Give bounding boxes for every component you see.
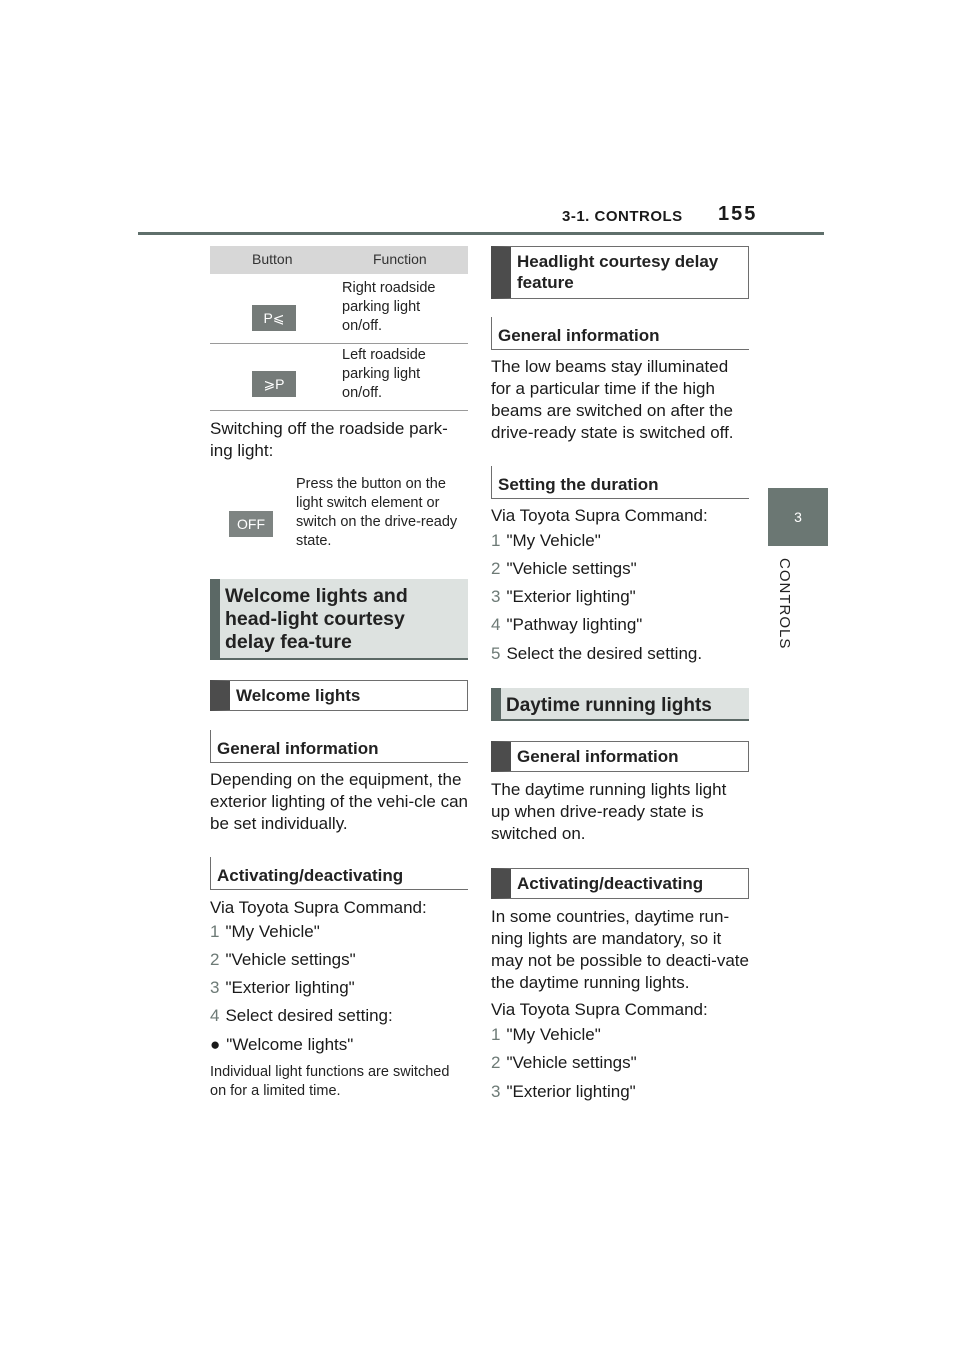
via-command: Via Toyota Supra Command: [210,898,427,917]
table-row-function: Left roadside parking light on/off. [342,347,426,401]
bullet-item: ● "Welcome lights" [210,1035,354,1054]
page-number: 155 [718,203,758,225]
table-divider [210,410,468,411]
switch-off-intro: Switching off the roadside park-ing light: [210,419,448,460]
col-function: Function [373,251,427,267]
list-item: 2 "Vehicle settings" [491,1053,637,1072]
list-item: 1 "My Vehicle" [491,1025,601,1044]
list-item: 1 "My Vehicle" [491,531,601,550]
heading-daytime-running: Daytime running lights [491,688,749,721]
general-info-text: Depending on the equipment, the exterior lighting of the vehi-cle can be set individually. [210,770,468,833]
heading-general-info: General information [210,730,468,763]
off-button-icon: OFF [229,511,273,537]
right-parking-light-icon: P⩽ [252,305,296,331]
section-title: 3-1. CONTROLS [562,208,683,225]
header-rule [138,232,824,235]
heading-welcome-courtesy: Welcome lights and head-light courtesy delay fea-ture [210,579,468,660]
list-item: 4 "Pathway lighting" [491,615,643,634]
bullet-icon: ● [210,1035,221,1054]
heading-activating: Activating/deactivating [210,857,468,890]
countries-text: In some countries, daytime run-ning lights are mandatory, so it may not be possible to deacti-vate the daytime running lights. [491,907,749,992]
left-parking-light-icon: ⩾P [252,371,296,397]
via-command: Via Toyota Supra Command: [491,506,708,525]
table-divider [210,343,468,344]
courtesy-text: The low beams stay illuminated for a particular time if the high beams are switched on after the drive-ready state is switched off. [491,357,734,442]
list-item: 1 "My Vehicle" [210,922,320,941]
chapter-side-label: CONTROLS [776,558,793,650]
heading-general-info-2: General information [491,741,749,772]
list-item: 2 "Vehicle settings" [491,559,637,578]
table-header [210,246,468,274]
list-item: 3 "Exterior lighting" [210,978,355,997]
table-row-function: Right roadside parking light on/off. [342,280,436,334]
via-command-2: Via Toyota Supra Command: [491,1000,708,1019]
list-item: 3 "Exterior lighting" [491,1082,636,1101]
off-instruction: Press the button on the light switch element or switch on the drive-ready state. [296,476,458,549]
heading-welcome-lights: Welcome lights [210,680,468,711]
heading-general-info: General information [491,317,749,350]
chapter-tab: 3 [768,488,828,546]
list-item: 2 "Vehicle settings" [210,950,356,969]
heading-duration: Setting the duration [491,466,749,499]
heading-activating-2: Activating/deactivating [491,868,749,899]
list-item: 3 "Exterior lighting" [491,587,636,606]
heading-courtesy-delay: Headlight courtesy delay feature [491,246,749,299]
col-button: Button [252,251,293,267]
daytime-text: The daytime running lights light up when drive-ready state is switched on. [491,780,727,843]
list-item: 4 Select desired setting: [210,1006,393,1025]
note-text: Individual light functions are switched on for a limited time. [210,1064,450,1099]
list-item: 5 Select the desired setting. [491,644,703,663]
